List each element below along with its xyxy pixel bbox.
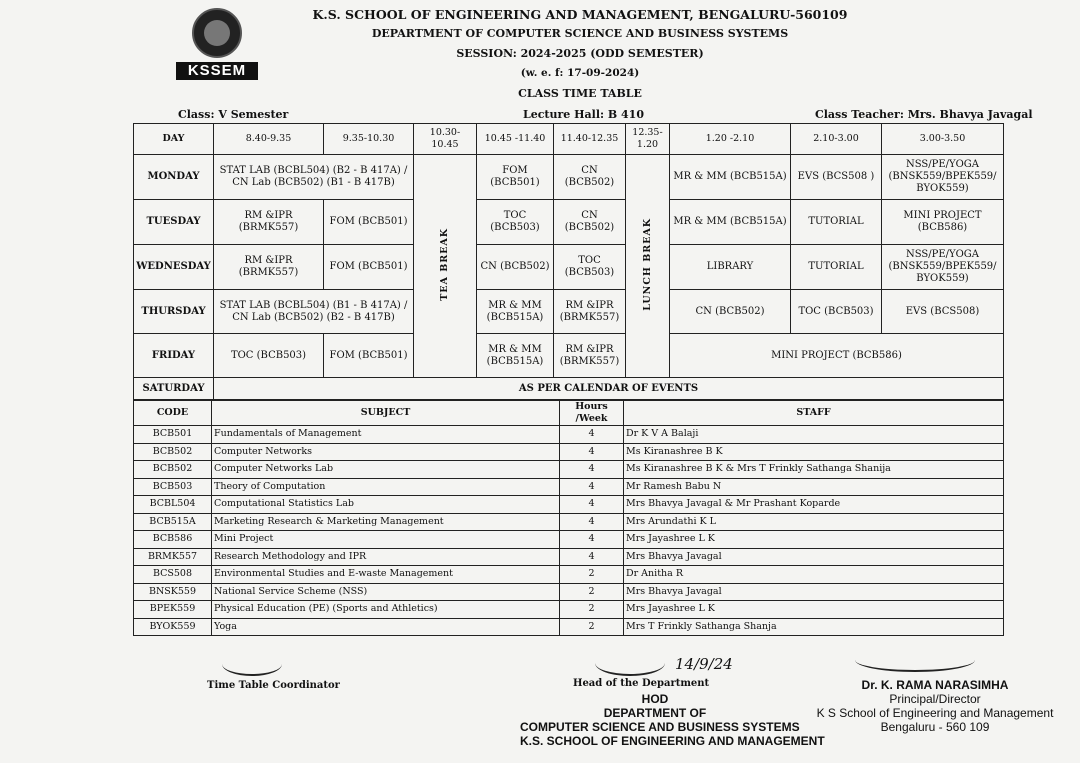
hod-stamp-line: COMPUTER SCIENCE AND BUSINESS SYSTEMS (520, 720, 800, 734)
subject-hours: 4 (560, 426, 624, 444)
subject-code: BCB586 (134, 531, 212, 549)
period-cell: MINI PROJECT (BCB586) (882, 200, 1004, 245)
table-row (134, 618, 1004, 636)
period-cell: LIBRARY (670, 245, 791, 290)
coordinator-signature-icon (222, 652, 282, 676)
period-cell: RM &IPR (BRMK557) (554, 290, 626, 334)
subject-staff: Mrs Bhavya Javagal & Mr Prashant Koparde (624, 496, 1004, 514)
period-cell: RM &IPR (BRMK557) (214, 200, 324, 245)
table-row (134, 496, 1004, 514)
saturday-note: AS PER CALENDAR OF EVENTS (214, 378, 1004, 400)
logo-wordmark: KSSEM (176, 62, 258, 80)
subject-code: BCB515A (134, 513, 212, 531)
principal-stamp-line: Bengaluru - 560 109 (880, 720, 990, 734)
coordinator-label: Time Table Coordinator (207, 680, 340, 691)
slot-header: 8.40-9.35 (214, 124, 324, 155)
subject-hours: 2 (560, 566, 624, 584)
subject-code: BRMK557 (134, 548, 212, 566)
subject-code: BCB501 (134, 426, 212, 444)
table-row (134, 443, 1004, 461)
subject-hours: 4 (560, 531, 624, 549)
timetable-grid (133, 123, 1004, 400)
thursday-row (134, 290, 1004, 334)
table-row (134, 566, 1004, 584)
day-label: SATURDAY (134, 378, 214, 400)
subject-code: BCBL504 (134, 496, 212, 514)
period-cell: EVS (BCS508 ) (791, 155, 882, 200)
period-cell: EVS (BCS508) (882, 290, 1004, 334)
table-row (134, 478, 1004, 496)
subject-code: BCS508 (134, 566, 212, 584)
period-cell: MINI PROJECT (BCB586) (670, 334, 1004, 378)
code-header: CODE (134, 401, 212, 426)
subject-hours: 4 (560, 496, 624, 514)
lab-cell: STAT LAB (BCBL504) (B2 - B 417A) / CN Lab (BCB502) (B1 - B 417B) (214, 155, 414, 200)
tea-break-cell (414, 155, 477, 378)
hod-stamp-line: HOD (641, 692, 669, 706)
principal-signature-icon (855, 648, 975, 672)
table-row (134, 513, 1004, 531)
class-teacher-label: Class Teacher: Mrs. Bhavya Javagal (815, 108, 1033, 121)
subject-staff: Mr Ramesh Babu N (624, 478, 1004, 496)
period-cell: TUTORIAL (791, 200, 882, 245)
period-cell: CN (BCB502) (554, 155, 626, 200)
subject-code: BNSK559 (134, 583, 212, 601)
principal-stamp (800, 678, 1070, 734)
period-cell: CN (BCB502) (554, 200, 626, 245)
period-cell: NSS/PE/YOGA (BNSK559/BPEK559/ BYOK559) (882, 245, 1004, 290)
period-cell: MR & MM (BCB515A) (477, 290, 554, 334)
lab-cell: STAT LAB (BCBL504) (B1 - B 417A) / CN Lab (BCB502) (B2 - B 417B) (214, 290, 414, 334)
period-cell: FOM (BCB501) (324, 200, 414, 245)
table-row (134, 548, 1004, 566)
tuesday-row (134, 200, 1004, 245)
period-cell: TOC (BCB503) (554, 245, 626, 290)
subject-staff: Dr Anitha R (624, 566, 1004, 584)
subject-hours: 2 (560, 601, 624, 619)
subject-code: BCB503 (134, 478, 212, 496)
subject-table (133, 400, 1004, 636)
effective-date: (w. e. f: 17-09-2024) (520, 67, 640, 79)
day-label: FRIDAY (134, 334, 214, 378)
subject-name: Research Methodology and IPR (212, 548, 560, 566)
period-cell: RM &IPR (BRMK557) (554, 334, 626, 378)
period-cell: MR & MM (BCB515A) (670, 200, 791, 245)
department-name: DEPARTMENT OF COMPUTER SCIENCE AND BUSINESS SYSTEMS (371, 27, 789, 40)
hod-label: Head of the Department (573, 678, 710, 689)
day-label: MONDAY (134, 155, 214, 200)
college-logo (170, 8, 260, 84)
lunch-break-label: LUNCH BREAK (641, 217, 653, 311)
subject-staff: Mrs Bhavya Javagal (624, 548, 1004, 566)
period-cell: FOM (BCB501) (477, 155, 554, 200)
subject-name: Environmental Studies and E-waste Management (212, 566, 560, 584)
table-row (134, 601, 1004, 619)
subject-name: Computational Statistics Lab (212, 496, 560, 514)
hours-header: Hours /Week (560, 401, 624, 426)
subject-code: BCB502 (134, 461, 212, 479)
table-row (134, 461, 1004, 479)
subject-hours: 2 (560, 618, 624, 636)
staff-header: STAFF (624, 401, 1004, 426)
table-row (134, 583, 1004, 601)
subject-header-row (134, 401, 1004, 426)
period-cell: FOM (BCB501) (324, 334, 414, 378)
subject-code: BPEK559 (134, 601, 212, 619)
document-title: CLASS TIME TABLE (518, 87, 642, 100)
slot-header: 2.10-3.00 (791, 124, 882, 155)
principal-stamp-line: K S School of Engineering and Management (816, 706, 1054, 720)
subject-staff: Mrs T Frinkly Sathanga Shanja (624, 618, 1004, 636)
subject-hours: 4 (560, 513, 624, 531)
hod-stamp-line: DEPARTMENT OF (603, 706, 707, 720)
period-cell: TOC (BCB503) (791, 290, 882, 334)
subject-staff: Dr K V A Balaji (624, 426, 1004, 444)
slot-header: 12.35-1.20 (626, 124, 670, 155)
table-row (134, 531, 1004, 549)
period-cell: TUTORIAL (791, 245, 882, 290)
monday-row (134, 155, 1004, 200)
slot-header: 10.30- 10.45 (414, 124, 477, 155)
day-label: WEDNESDAY (134, 245, 214, 290)
slot-header: 9.35-10.30 (324, 124, 414, 155)
class-label: Class: V Semester (178, 108, 289, 121)
friday-row (134, 334, 1004, 378)
period-cell: NSS/PE/YOGA (BNSK559/BPEK559/ BYOK559) (882, 155, 1004, 200)
slot-header: 1.20 -2.10 (670, 124, 791, 155)
period-cell: TOC (BCB503) (214, 334, 324, 378)
period-cell: MR & MM (BCB515A) (670, 155, 791, 200)
principal-stamp-line: Dr. K. RAMA NARASIMHA (861, 678, 1009, 692)
slot-header: 10.45 -11.40 (477, 124, 554, 155)
subject-name: Mini Project (212, 531, 560, 549)
subject-code: BCB502 (134, 443, 212, 461)
subject-code: BYOK559 (134, 618, 212, 636)
subject-name: Fundamentals of Management (212, 426, 560, 444)
period-cell: FOM (BCB501) (324, 245, 414, 290)
saturday-row (134, 378, 1004, 400)
subject-hours: 4 (560, 548, 624, 566)
subject-hours: 2 (560, 583, 624, 601)
institution-name: K.S. SCHOOL OF ENGINEERING AND MANAGEMENT, BENGALURU-560109 (312, 7, 848, 22)
hod-signature-date: 14/9/24 (675, 655, 733, 673)
timetable-header-row (134, 124, 1004, 155)
lecture-hall-label: Lecture Hall: B 410 (523, 108, 644, 121)
tea-break-label: TEA BREAK (439, 227, 450, 301)
period-cell: MR & MM (BCB515A) (477, 334, 554, 378)
principal-stamp-line: Principal/Director (889, 692, 981, 706)
hod-signature-icon (595, 650, 665, 676)
subject-staff: Mrs Arundathi K L (624, 513, 1004, 531)
session-label: SESSION: 2024-2025 (ODD SEMESTER) (456, 47, 704, 60)
day-label: THURSDAY (134, 290, 214, 334)
subject-staff: Ms Kiranashree B K & Mrs T Frinkly Sathanga Shanija (624, 461, 1004, 479)
wednesday-row (134, 245, 1004, 290)
subject-name: Computer Networks Lab (212, 461, 560, 479)
subject-header: SUBJECT (212, 401, 560, 426)
subject-name: Computer Networks (212, 443, 560, 461)
subject-name: Physical Education (PE) (Sports and Athletics) (212, 601, 560, 619)
lunch-break-cell (626, 155, 670, 378)
subject-staff: Mrs Jayashree L K (624, 531, 1004, 549)
subject-name: Marketing Research & Marketing Management (212, 513, 560, 531)
table-row (134, 426, 1004, 444)
college-emblem-icon (192, 8, 242, 58)
subject-hours: 4 (560, 461, 624, 479)
subject-name: Yoga (212, 618, 560, 636)
period-cell: CN (BCB502) (670, 290, 791, 334)
slot-header: 3.00-3.50 (882, 124, 1004, 155)
subject-hours: 4 (560, 478, 624, 496)
day-header: DAY (134, 124, 214, 155)
hod-stamp-line: K.S. SCHOOL OF ENGINEERING AND MANAGEMENT (520, 734, 825, 748)
day-label: TUESDAY (134, 200, 214, 245)
period-cell: RM &IPR (BRMK557) (214, 245, 324, 290)
subject-name: Theory of Computation (212, 478, 560, 496)
subject-staff: Mrs Jayashree L K (624, 601, 1004, 619)
subject-hours: 4 (560, 443, 624, 461)
subject-staff: Ms Kiranashree B K (624, 443, 1004, 461)
subject-name: National Service Scheme (NSS) (212, 583, 560, 601)
hod-stamp (520, 692, 825, 748)
period-cell: CN (BCB502) (477, 245, 554, 290)
subject-staff: Mrs Bhavya Javagal (624, 583, 1004, 601)
period-cell: TOC (BCB503) (477, 200, 554, 245)
slot-header: 11.40-12.35 (554, 124, 626, 155)
